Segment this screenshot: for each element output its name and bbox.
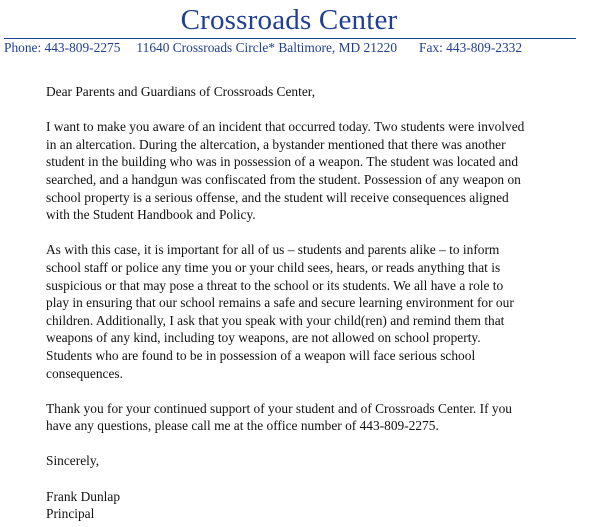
street-address: 11640 Crossroads Circle* Baltimore, MD 21220 — [136, 40, 398, 55]
contact-line — [4, 39, 584, 56]
salutation: Dear Parents and Guardians of Crossroads Center, — [46, 84, 316, 99]
paragraph-incident: I want to make you aware of an incident that occurred today. Two students were involved in an altercation. During the altercation, a bystander mentioned that there was another student in the building who was in possession of a weapon. The student was located and searched, and a handgun was confiscated from the student. Possession of any weapon on school property is a serious offense, and the student will receive consequences aligned with the Student Handbook and Policy. — [46, 119, 525, 223]
paragraph-thanks: Thank you for your continued support of your student and of Crossroads Center. If you have any questions, please call me at the office number of 443-809-2275. — [46, 400, 512, 434]
signer-title: Principal — [46, 506, 95, 522]
paragraph-safety: As with this case, it is important for all of us – students and parents alike – to inform school staff or police any time you or your child sees, hears, or reads anything that is suspicious or that may pose a threat to the school or its students. We all have a role to play in ensuring that our school remains a safe and secure learning environment for our children. Additionally, I ask that you speak with your child(ren) and remind them that weapons of any kind, including toy weapons, are not allowed on school property. Students who are found to be in possession of a weapon will face serious school consequences. — [46, 242, 514, 381]
closing: Sincerely, — [46, 453, 100, 469]
phone-number: Phone: 443-809-2275 — [4, 40, 121, 55]
fax-number: Fax: 443-809-2332 — [419, 40, 523, 55]
letter-body — [46, 83, 562, 523]
organization-name: Crossroads Center — [180, 4, 398, 36]
signer-name: Frank Dunlap — [46, 488, 121, 504]
